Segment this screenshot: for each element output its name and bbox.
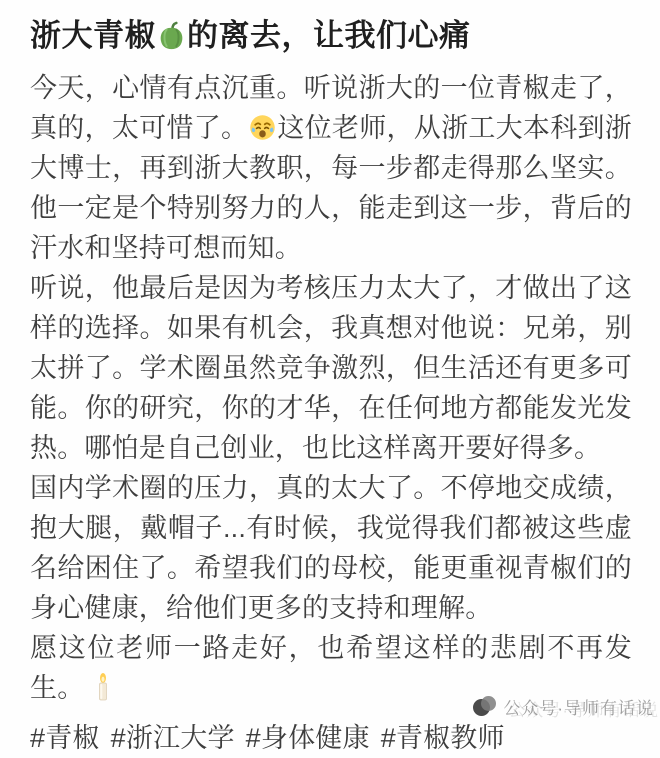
hashtag-qingjiao[interactable]: #青椒 bbox=[30, 723, 100, 753]
paragraph-3: 国内学术圈的压力，真的太大了。不停地交成绩，抱大腿，戴帽子...有时候，我觉得我们都被这些虚名给困住了。希望我们的母校，能更重视青椒们的身心健康，给他们更多的支持和理解。 bbox=[30, 473, 632, 623]
hashtag-qingjiao-teacher[interactable]: #青椒教师 bbox=[380, 723, 505, 753]
candle-emoji bbox=[92, 672, 114, 702]
paragraph-1-text-start: 今天，心情有点沉重。听说浙大的一位青椒走了，真的，太可惜了。 bbox=[30, 73, 632, 143]
paragraph-1-text-end: 这位老师，从浙工大本科到浙大博士，再到浙大教职，每一步都走得那么坚实。他一定是个特别努力的人，能走到这一步，背后的汗水和坚持可想而知。 bbox=[30, 113, 632, 263]
crying-face-emoji bbox=[248, 113, 277, 142]
post-body bbox=[30, 68, 632, 758]
post-title-text-end: 的离去，让我们心痛 bbox=[187, 18, 471, 53]
watermark-text: 公众号·导师有话说 bbox=[503, 699, 654, 718]
hashtag-physical-health[interactable]: #身体健康 bbox=[245, 723, 370, 753]
watermark bbox=[473, 694, 654, 719]
green-bell-pepper-emoji bbox=[156, 20, 187, 51]
paragraph-1 bbox=[30, 68, 632, 268]
hashtag-zhejiang-university[interactable]: #浙江大学 bbox=[110, 723, 235, 753]
paragraph-2: 听说，他最后是因为考核压力太大了，才做出了这样的选择。如果有机会，我真想对他说：兄弟，别太拼了。学术圈虽然竞争激烈，但生活还有更多可能。你的研究，你的才华，在任何地方都能发光发热。哪怕是自己创业，也比这样离开要好得多。 bbox=[30, 273, 632, 463]
account-logo-icon bbox=[473, 696, 497, 718]
post-title-text-start: 浙大青椒 bbox=[30, 18, 156, 53]
hashtag-row bbox=[30, 718, 632, 758]
paragraph-4-text: 愿这位老师一路走好，也希望这样的悲剧不再发生。 bbox=[30, 633, 632, 703]
post-title bbox=[30, 14, 632, 58]
